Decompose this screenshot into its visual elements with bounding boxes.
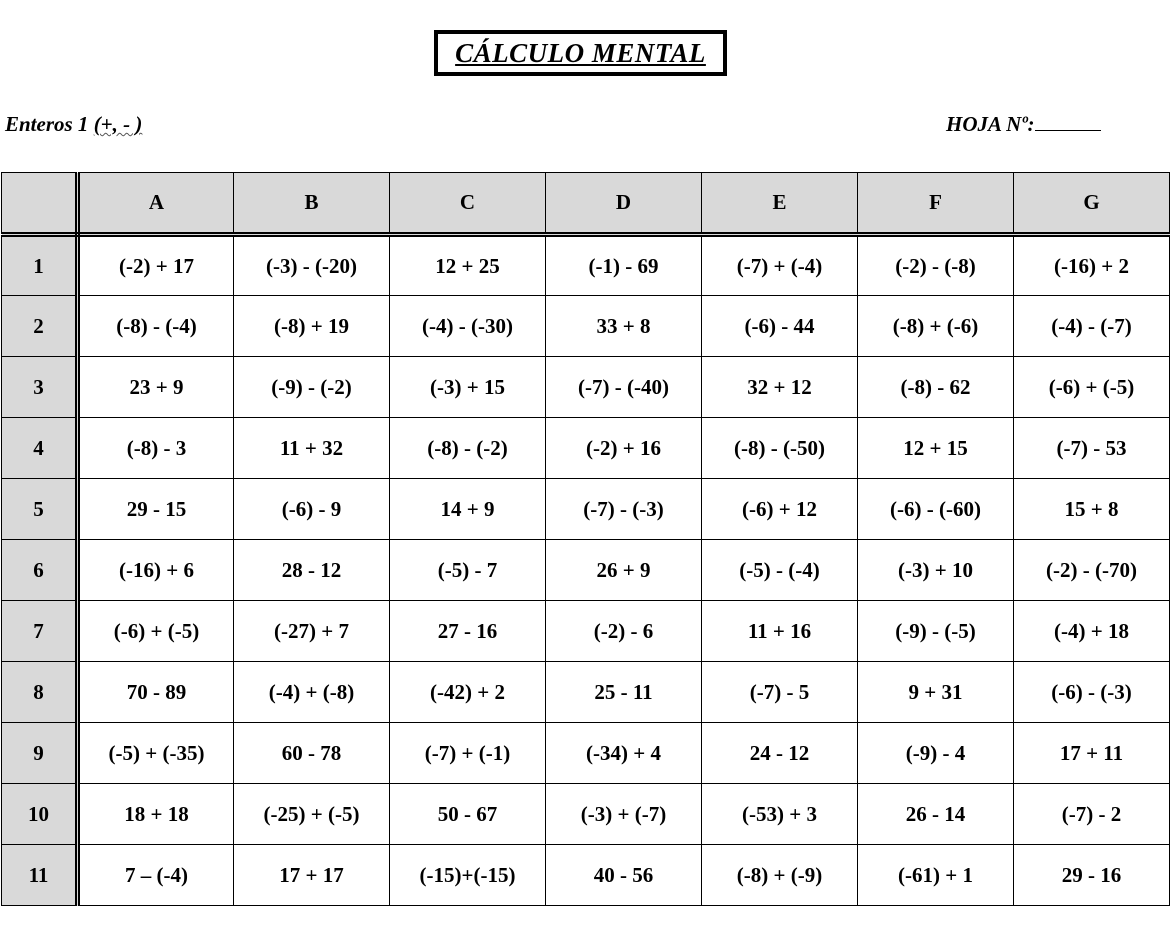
exercise-cell: 11 + 16 <box>702 601 858 662</box>
exercise-cell: (-8) - (-4) <box>78 296 234 357</box>
exercise-cell: (-16) + 6 <box>78 540 234 601</box>
table-row <box>2 662 1170 723</box>
exercise-cell: (-8) - 3 <box>78 418 234 479</box>
column-header-row <box>2 173 1170 235</box>
row-number: 7 <box>2 601 78 662</box>
exercise-cell: (-2) + 16 <box>546 418 702 479</box>
subtitle-operations: (+, - ) <box>93 112 143 136</box>
row-number: 9 <box>2 723 78 784</box>
exercise-cell: (-7) + (-1) <box>390 723 546 784</box>
corner-cell <box>2 173 78 235</box>
exercise-cell: 29 - 15 <box>78 479 234 540</box>
row-number: 11 <box>2 845 78 906</box>
exercise-cell: (-4) + 18 <box>1014 601 1170 662</box>
exercise-cell: (-7) + (-4) <box>702 235 858 296</box>
table-row <box>2 845 1170 906</box>
exercise-cell: (-42) + 2 <box>390 662 546 723</box>
exercise-cell: (-8) - 62 <box>858 357 1014 418</box>
exercise-cell: 7 – (-4) <box>78 845 234 906</box>
exercise-cell: 26 + 9 <box>546 540 702 601</box>
exercise-cell: (-6) + 12 <box>702 479 858 540</box>
row-number: 1 <box>2 235 78 296</box>
exercise-cell: (-7) - 5 <box>702 662 858 723</box>
exercise-cell: (-8) - (-50) <box>702 418 858 479</box>
column-header-f: F <box>858 173 1014 235</box>
exercise-cell: 32 + 12 <box>702 357 858 418</box>
exercise-rows <box>2 235 1170 906</box>
exercise-cell: (-2) - 6 <box>546 601 702 662</box>
exercise-cell: 15 + 8 <box>1014 479 1170 540</box>
exercise-cell: (-8) + (-6) <box>858 296 1014 357</box>
exercise-table <box>1 172 1170 906</box>
exercise-cell: (-3) + 10 <box>858 540 1014 601</box>
exercise-cell: (-8) + (-9) <box>702 845 858 906</box>
exercise-cell: (-4) + (-8) <box>234 662 390 723</box>
exercise-cell: (-3) + 15 <box>390 357 546 418</box>
table-row <box>2 723 1170 784</box>
exercise-cell: 33 + 8 <box>546 296 702 357</box>
exercise-cell: (-25) + (-5) <box>234 784 390 845</box>
row-number: 5 <box>2 479 78 540</box>
table-row <box>2 296 1170 357</box>
exercise-cell: (-27) + 7 <box>234 601 390 662</box>
row-number: 8 <box>2 662 78 723</box>
table-row <box>2 540 1170 601</box>
exercise-cell: 60 - 78 <box>234 723 390 784</box>
title-box <box>434 30 727 76</box>
exercise-cell: 24 - 12 <box>702 723 858 784</box>
exercise-cell: (-61) + 1 <box>858 845 1014 906</box>
exercise-cell: (-6) - 44 <box>702 296 858 357</box>
exercise-cell: 17 + 17 <box>234 845 390 906</box>
exercise-cell: (-1) - 69 <box>546 235 702 296</box>
exercise-cell: (-7) - 53 <box>1014 418 1170 479</box>
exercise-cell: (-4) - (-30) <box>390 296 546 357</box>
column-header-d: D <box>546 173 702 235</box>
exercise-cell: 27 - 16 <box>390 601 546 662</box>
exercise-cell: 25 - 11 <box>546 662 702 723</box>
exercise-cell: (-5) - (-4) <box>702 540 858 601</box>
table-row <box>2 784 1170 845</box>
exercise-cell: (-7) - 2 <box>1014 784 1170 845</box>
exercise-cell: (-8) - (-2) <box>390 418 546 479</box>
row-number: 2 <box>2 296 78 357</box>
row-number: 10 <box>2 784 78 845</box>
column-header-g: G <box>1014 173 1170 235</box>
exercise-cell: (-4) - (-7) <box>1014 296 1170 357</box>
exercise-cell: (-2) - (-70) <box>1014 540 1170 601</box>
exercise-cell: (-5) + (-35) <box>78 723 234 784</box>
exercise-cell: 17 + 11 <box>1014 723 1170 784</box>
exercise-cell: (-9) - 4 <box>858 723 1014 784</box>
exercise-cell: 40 - 56 <box>546 845 702 906</box>
exercise-cell: (-2) - (-8) <box>858 235 1014 296</box>
column-header-a: A <box>78 173 234 235</box>
exercise-cell: 26 - 14 <box>858 784 1014 845</box>
exercise-cell: 18 + 18 <box>78 784 234 845</box>
exercise-cell: (-3) + (-7) <box>546 784 702 845</box>
worksheet-subtitle <box>5 112 142 137</box>
row-number: 4 <box>2 418 78 479</box>
exercise-cell: (-3) - (-20) <box>234 235 390 296</box>
exercise-cell: 70 - 89 <box>78 662 234 723</box>
exercise-cell: (-6) + (-5) <box>1014 357 1170 418</box>
exercise-cell: (-34) + 4 <box>546 723 702 784</box>
exercise-cell: (-15)+(-15) <box>390 845 546 906</box>
exercise-cell: (-8) + 19 <box>234 296 390 357</box>
exercise-cell: 12 + 25 <box>390 235 546 296</box>
exercise-cell: (-6) + (-5) <box>78 601 234 662</box>
exercise-cell: 28 - 12 <box>234 540 390 601</box>
exercise-cell: (-6) - (-3) <box>1014 662 1170 723</box>
column-header-e: E <box>702 173 858 235</box>
exercise-cell: (-2) + 17 <box>78 235 234 296</box>
table-row <box>2 601 1170 662</box>
sheet-number-label <box>946 112 1101 137</box>
column-header-c: C <box>390 173 546 235</box>
column-header-b: B <box>234 173 390 235</box>
exercise-cell: 29 - 16 <box>1014 845 1170 906</box>
row-number: 6 <box>2 540 78 601</box>
exercise-cell: 11 + 32 <box>234 418 390 479</box>
exercise-cell: 23 + 9 <box>78 357 234 418</box>
exercise-cell: (-16) + 2 <box>1014 235 1170 296</box>
sheet-number-text: HOJA Nº: <box>946 112 1035 136</box>
table-row <box>2 479 1170 540</box>
exercise-cell: (-6) - (-60) <box>858 479 1014 540</box>
table-row <box>2 235 1170 296</box>
exercise-cell: (-7) - (-40) <box>546 357 702 418</box>
exercise-cell: (-7) - (-3) <box>546 479 702 540</box>
page-title: CÁLCULO MENTAL <box>455 37 706 68</box>
exercise-cell: 12 + 15 <box>858 418 1014 479</box>
exercise-cell: 50 - 67 <box>390 784 546 845</box>
subtitle-prefix: Enteros 1 <box>5 112 94 136</box>
exercise-cell: (-53) + 3 <box>702 784 858 845</box>
exercise-cell: (-6) - 9 <box>234 479 390 540</box>
exercise-cell: (-9) - (-5) <box>858 601 1014 662</box>
table-row <box>2 418 1170 479</box>
exercise-cell: (-9) - (-2) <box>234 357 390 418</box>
table-row <box>2 357 1170 418</box>
exercise-cell: (-5) - 7 <box>390 540 546 601</box>
exercise-cell: 9 + 31 <box>858 662 1014 723</box>
row-number: 3 <box>2 357 78 418</box>
exercise-cell: 14 + 9 <box>390 479 546 540</box>
sheet-number-blank[interactable] <box>1035 112 1101 131</box>
